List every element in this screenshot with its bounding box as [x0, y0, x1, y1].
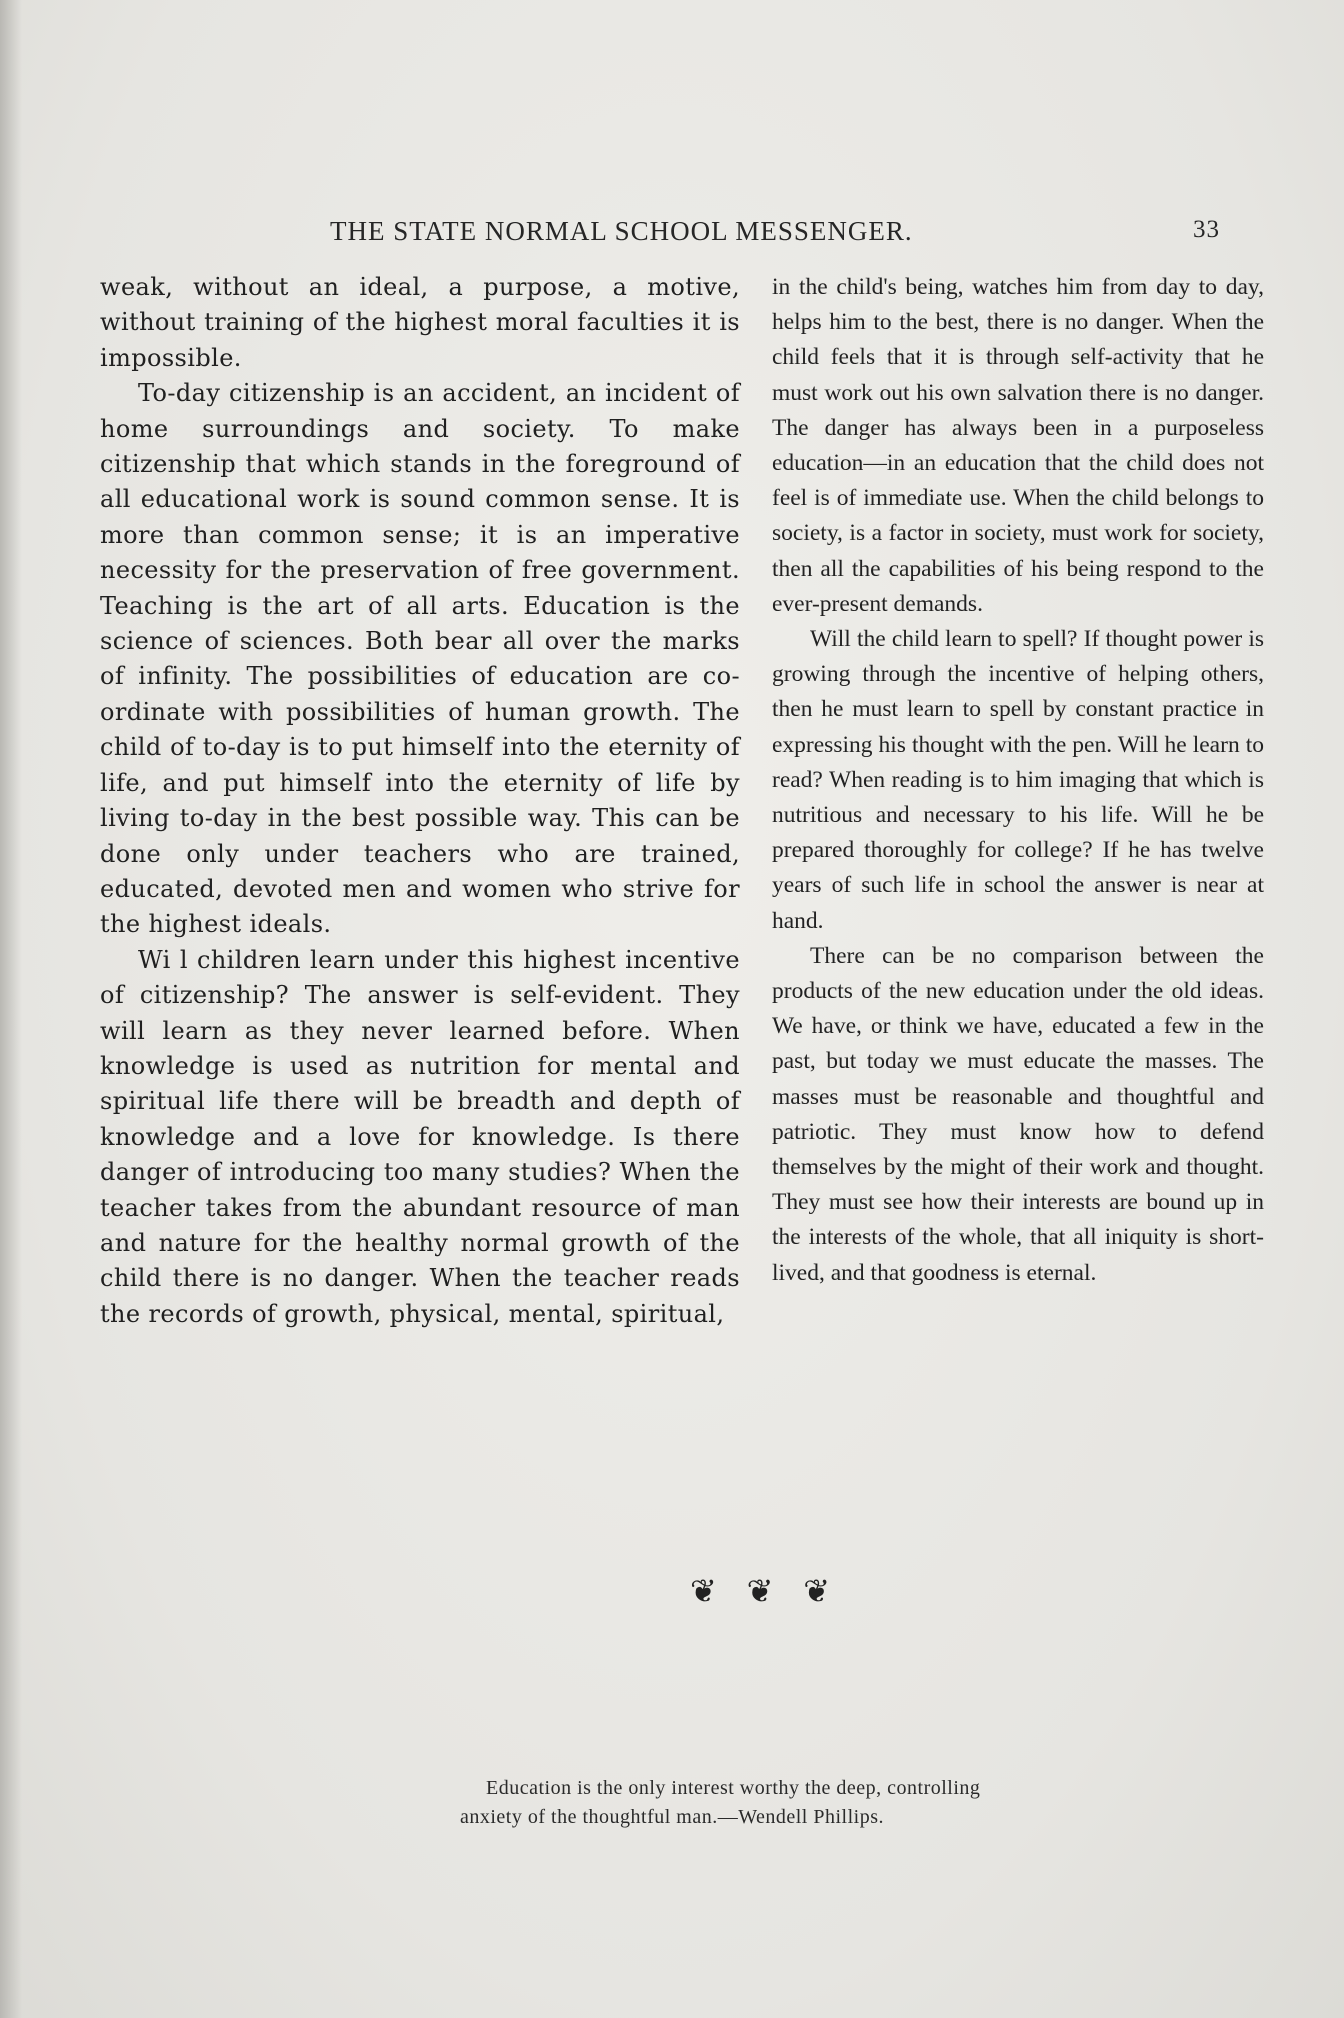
- closing-quotation: [460, 1774, 1020, 1832]
- section-divider-ornament: [690, 1572, 830, 1612]
- publication-title: THE STATE NORMAL SCHOOL MESSENGER.: [330, 216, 913, 246]
- quotation-text: Education is the only interest worthy the deep, controlling anxiety of the thoughtful man.—Wendell Phillips.: [460, 1777, 981, 1828]
- right-paragraph-3: There can be no comparison between the products of the new education under the old ideas. We have, or think we have, educated a few in the past, but today we must educate the masses. The masses must be reasonable and thoughtful and patriotic. They must know how to defend themselves by the might of their work and thought. They must see how their interests are bound up in the interests of the whole, that all iniquity is short-lived, and that goodness is eternal.: [772, 942, 1264, 1286]
- left-paragraph-2: To-day citizenship is an accident, an incident of home surroundings and society. To make citizenship that which stands in the foreground of all educational work is sound common sense. It is more than common sense; it is an imperative necessity for the preservation of free government. Teaching is the art of all arts. Education is the science of sciences. Both bear all over the marks of infinity. The possibilities of education are co-ordinate with possibilities of human growth. The child of to-day is to put himself into the eternity of life, and put himself into the eternity of life by living to-day in the best possible way. This can be done only under teachers who are trained, educated, devoted men and women who strive for the highest ideals.: [100, 379, 740, 939]
- page-edge-shadow: [0, 0, 22, 2018]
- fleuron-icon: ❦: [690, 1573, 717, 1609]
- running-header: [330, 216, 1220, 256]
- fleuron-icon: ❦: [803, 1573, 830, 1609]
- left-paragraph-1: weak, without an ideal, a purpose, a motive, without training of the highest moral faculties it is impossible.: [100, 273, 740, 372]
- left-column: [100, 270, 740, 1332]
- fleuron-icon: ❦: [746, 1573, 774, 1609]
- page-number: 33: [1193, 216, 1220, 243]
- left-paragraph-3: Wi l children learn under this highest incentive of citizenship? The answer is self-evident. They will learn as they never learned before. When knowledge is used as nutrition for mental and spiritual life there will be breadth and depth of knowledge and a love for knowledge. Is there danger of introducing too many studies? When the teacher takes from the abundant resource of man and nature for the healthy normal growth of the child there is no danger. When the teacher reads the records of growth, physical, mental, spiritual,: [100, 945, 740, 1328]
- right-column: [772, 270, 1264, 1291]
- right-paragraph-1: in the child's being, watches him from day to day, helps him to the best, there is no danger. When the child feels that it is through self-activity that he must work out his own salvation there is no danger. The danger has always been in a purposeless education—in an education that the child does not feel is of immediate use. When the child belongs to society, is a factor in society, must work for society, then all the capabilities of his being respond to the ever-present demands.: [772, 274, 1264, 617]
- right-paragraph-2: Will the child learn to spell? If thought power is growing through the incentive of helping others, then he must learn to spell by constant practice in expressing his thought with the pen. Will he learn to read? When reading is to him imaging that which is nutritious and necessary to his life. Will he be prepared thoroughly for college? If he has twelve years of such life in school the answer is near at hand.: [772, 626, 1264, 934]
